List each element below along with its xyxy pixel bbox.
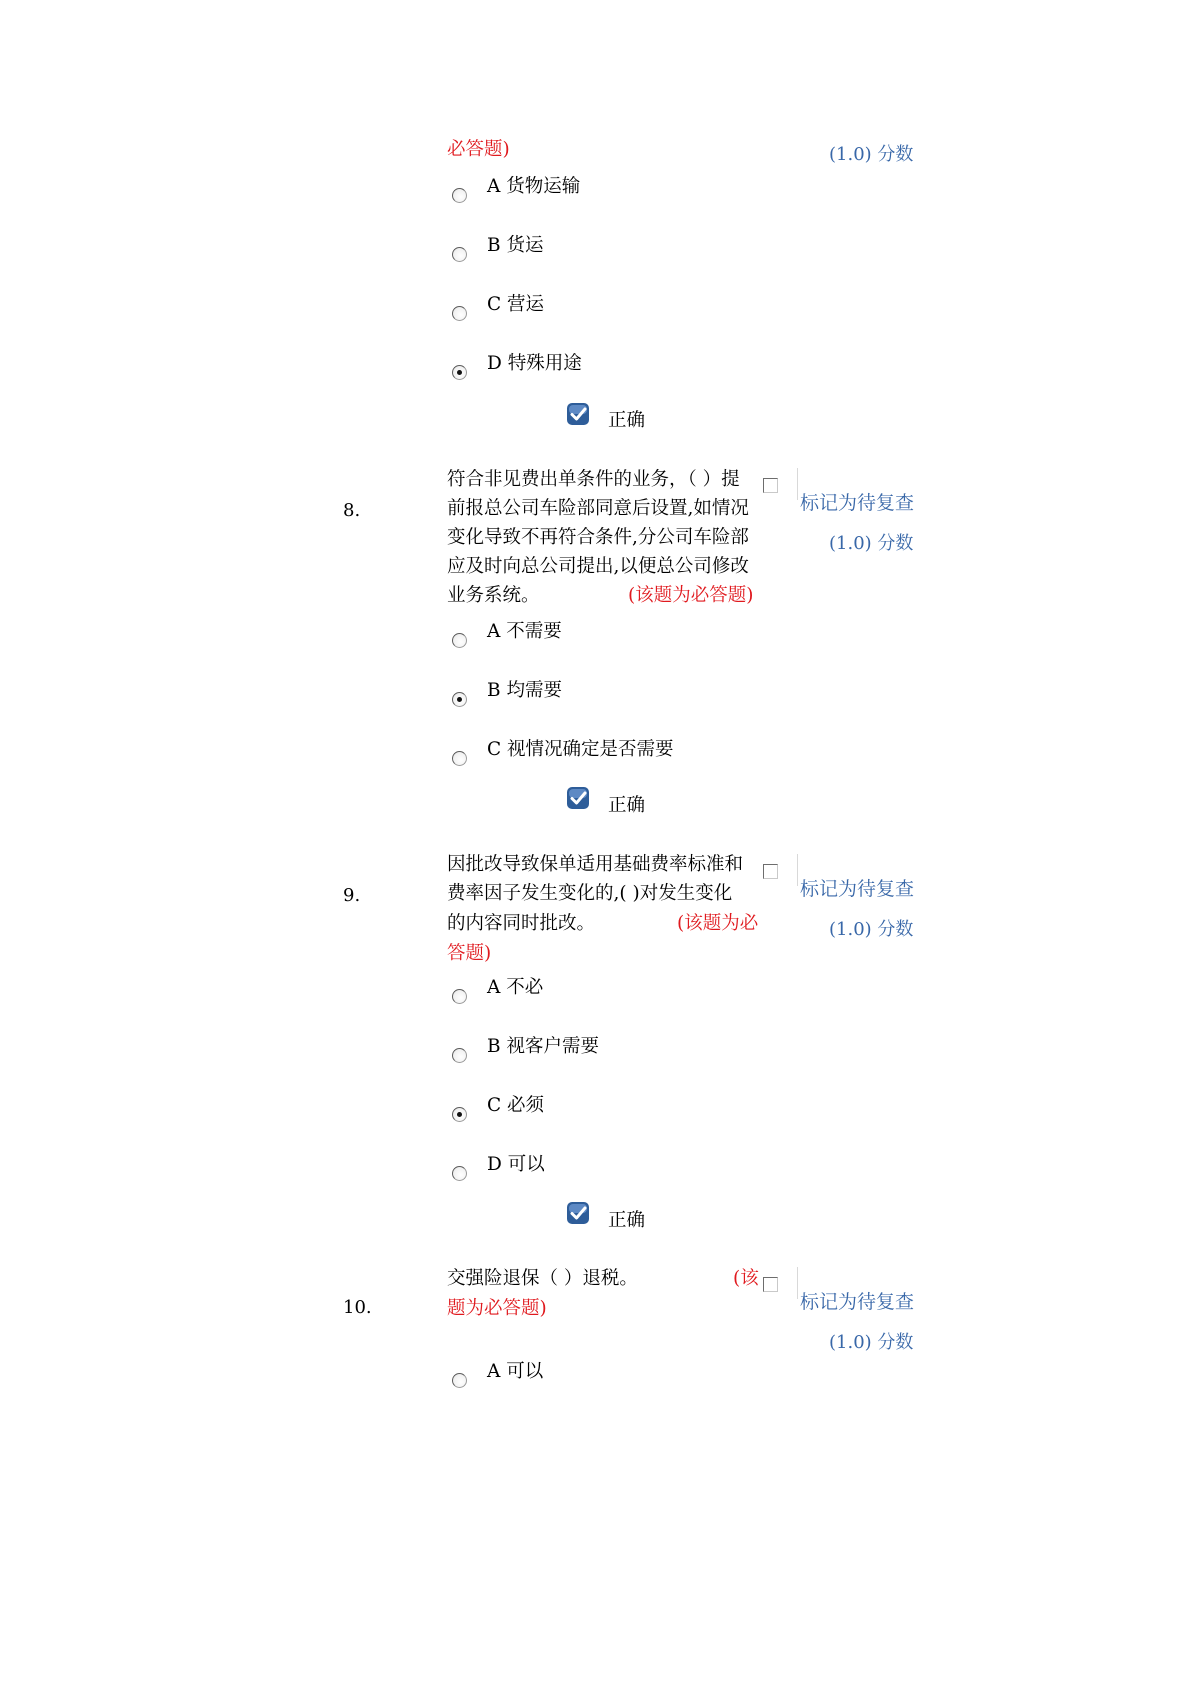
q9-required-text: (该题为必 — [677, 913, 759, 934]
q7-option-a-label: A 货物运输 — [487, 176, 581, 197]
q7-option-b-radio[interactable] — [452, 247, 467, 262]
q9-result: 正确 — [608, 1210, 646, 1231]
q10-required-text-cont: 题为必答题) — [447, 1298, 547, 1319]
q9-option-b-radio[interactable] — [452, 1048, 467, 1063]
q8-option-a-radio[interactable] — [452, 633, 467, 648]
q8-text-line-4: 应及时向总公司提出,以便总公司修改 — [447, 556, 749, 577]
q9-text-line-2: 费率因子发生变化的,( )对发生变化 — [447, 883, 733, 904]
q8-option-b-radio[interactable] — [452, 692, 467, 707]
q10-score: (1.0) 分数 — [829, 1332, 914, 1353]
q7-option-b-label: B 货运 — [487, 235, 544, 256]
q10-separator — [797, 1267, 798, 1299]
q8-separator — [797, 468, 798, 500]
q8-text-line-1: 符合非见费出单条件的业务，（ ）提 — [447, 469, 740, 490]
q7-option-c-radio[interactable] — [452, 306, 467, 321]
q8-text-line-2: 前报总公司车险部同意后设置,如情况 — [447, 498, 749, 519]
q7-option-c-label: C 营运 — [487, 294, 545, 315]
q9-text-line-1: 因批改导致保单适用基础费率标准和 — [447, 854, 744, 875]
q8-number: 8. — [343, 500, 361, 521]
q9-mark-for-review[interactable]: 标记为待复查 — [800, 878, 915, 900]
q7-option-d-label: D 特殊用途 — [487, 353, 582, 374]
q9-option-c-radio[interactable] — [452, 1107, 467, 1122]
q9-number: 9. — [343, 885, 361, 906]
q8-option-c-label: C 视情况确定是否需要 — [487, 739, 674, 760]
q9-required-text-cont: 答题) — [447, 943, 492, 964]
q7-option-a-radio[interactable] — [452, 188, 467, 203]
q9-mark-checkbox[interactable] — [763, 864, 778, 879]
q10-option-a-radio[interactable] — [452, 1373, 467, 1388]
q9-option-a-radio[interactable] — [452, 989, 467, 1004]
q7-result: 正确 — [608, 410, 646, 431]
q8-mark-for-review[interactable]: 标记为待复查 — [800, 492, 915, 514]
q8-option-b-label: B 均需要 — [487, 680, 562, 701]
q10-text-line-1: 交强险退保（ ）退税。 — [447, 1268, 638, 1289]
q9-option-b-label: B 视客户需要 — [487, 1036, 599, 1057]
q9-option-d-label: D 可以 — [487, 1154, 545, 1175]
q9-option-d-radio[interactable] — [452, 1166, 467, 1181]
q9-separator — [797, 854, 798, 886]
q8-required-text: (该题为必答题) — [628, 585, 754, 606]
check-badge-icon — [566, 1201, 590, 1225]
q8-text-line-5: 业务系统。 — [447, 585, 540, 606]
q10-mark-checkbox[interactable] — [763, 1277, 778, 1292]
q9-text-line-3: 的内容同时批改。 — [447, 913, 596, 934]
q9-score: (1.0) 分数 — [829, 919, 914, 940]
q8-mark-checkbox[interactable] — [763, 478, 778, 493]
q9-option-a-label: A 不必 — [487, 977, 544, 998]
check-badge-icon — [566, 402, 590, 426]
q7-option-d-radio[interactable] — [452, 365, 467, 380]
q7-required-text: 必答题) — [447, 139, 510, 160]
q10-mark-for-review[interactable]: 标记为待复查 — [800, 1291, 915, 1313]
check-badge-icon — [566, 786, 590, 810]
q8-option-a-label: A 不需要 — [487, 621, 562, 642]
q8-score: (1.0) 分数 — [829, 533, 914, 554]
q9-option-c-label: C 必须 — [487, 1095, 545, 1116]
q8-text-line-3: 变化导致不再符合条件,分公司车险部 — [447, 527, 749, 548]
q8-option-c-radio[interactable] — [452, 751, 467, 766]
q10-number: 10. — [343, 1297, 372, 1318]
q8-result: 正确 — [608, 795, 646, 816]
q7-score: (1.0) 分数 — [829, 144, 914, 165]
q10-required-text: (该 — [733, 1268, 759, 1289]
q10-option-a-label: A 可以 — [487, 1361, 544, 1382]
